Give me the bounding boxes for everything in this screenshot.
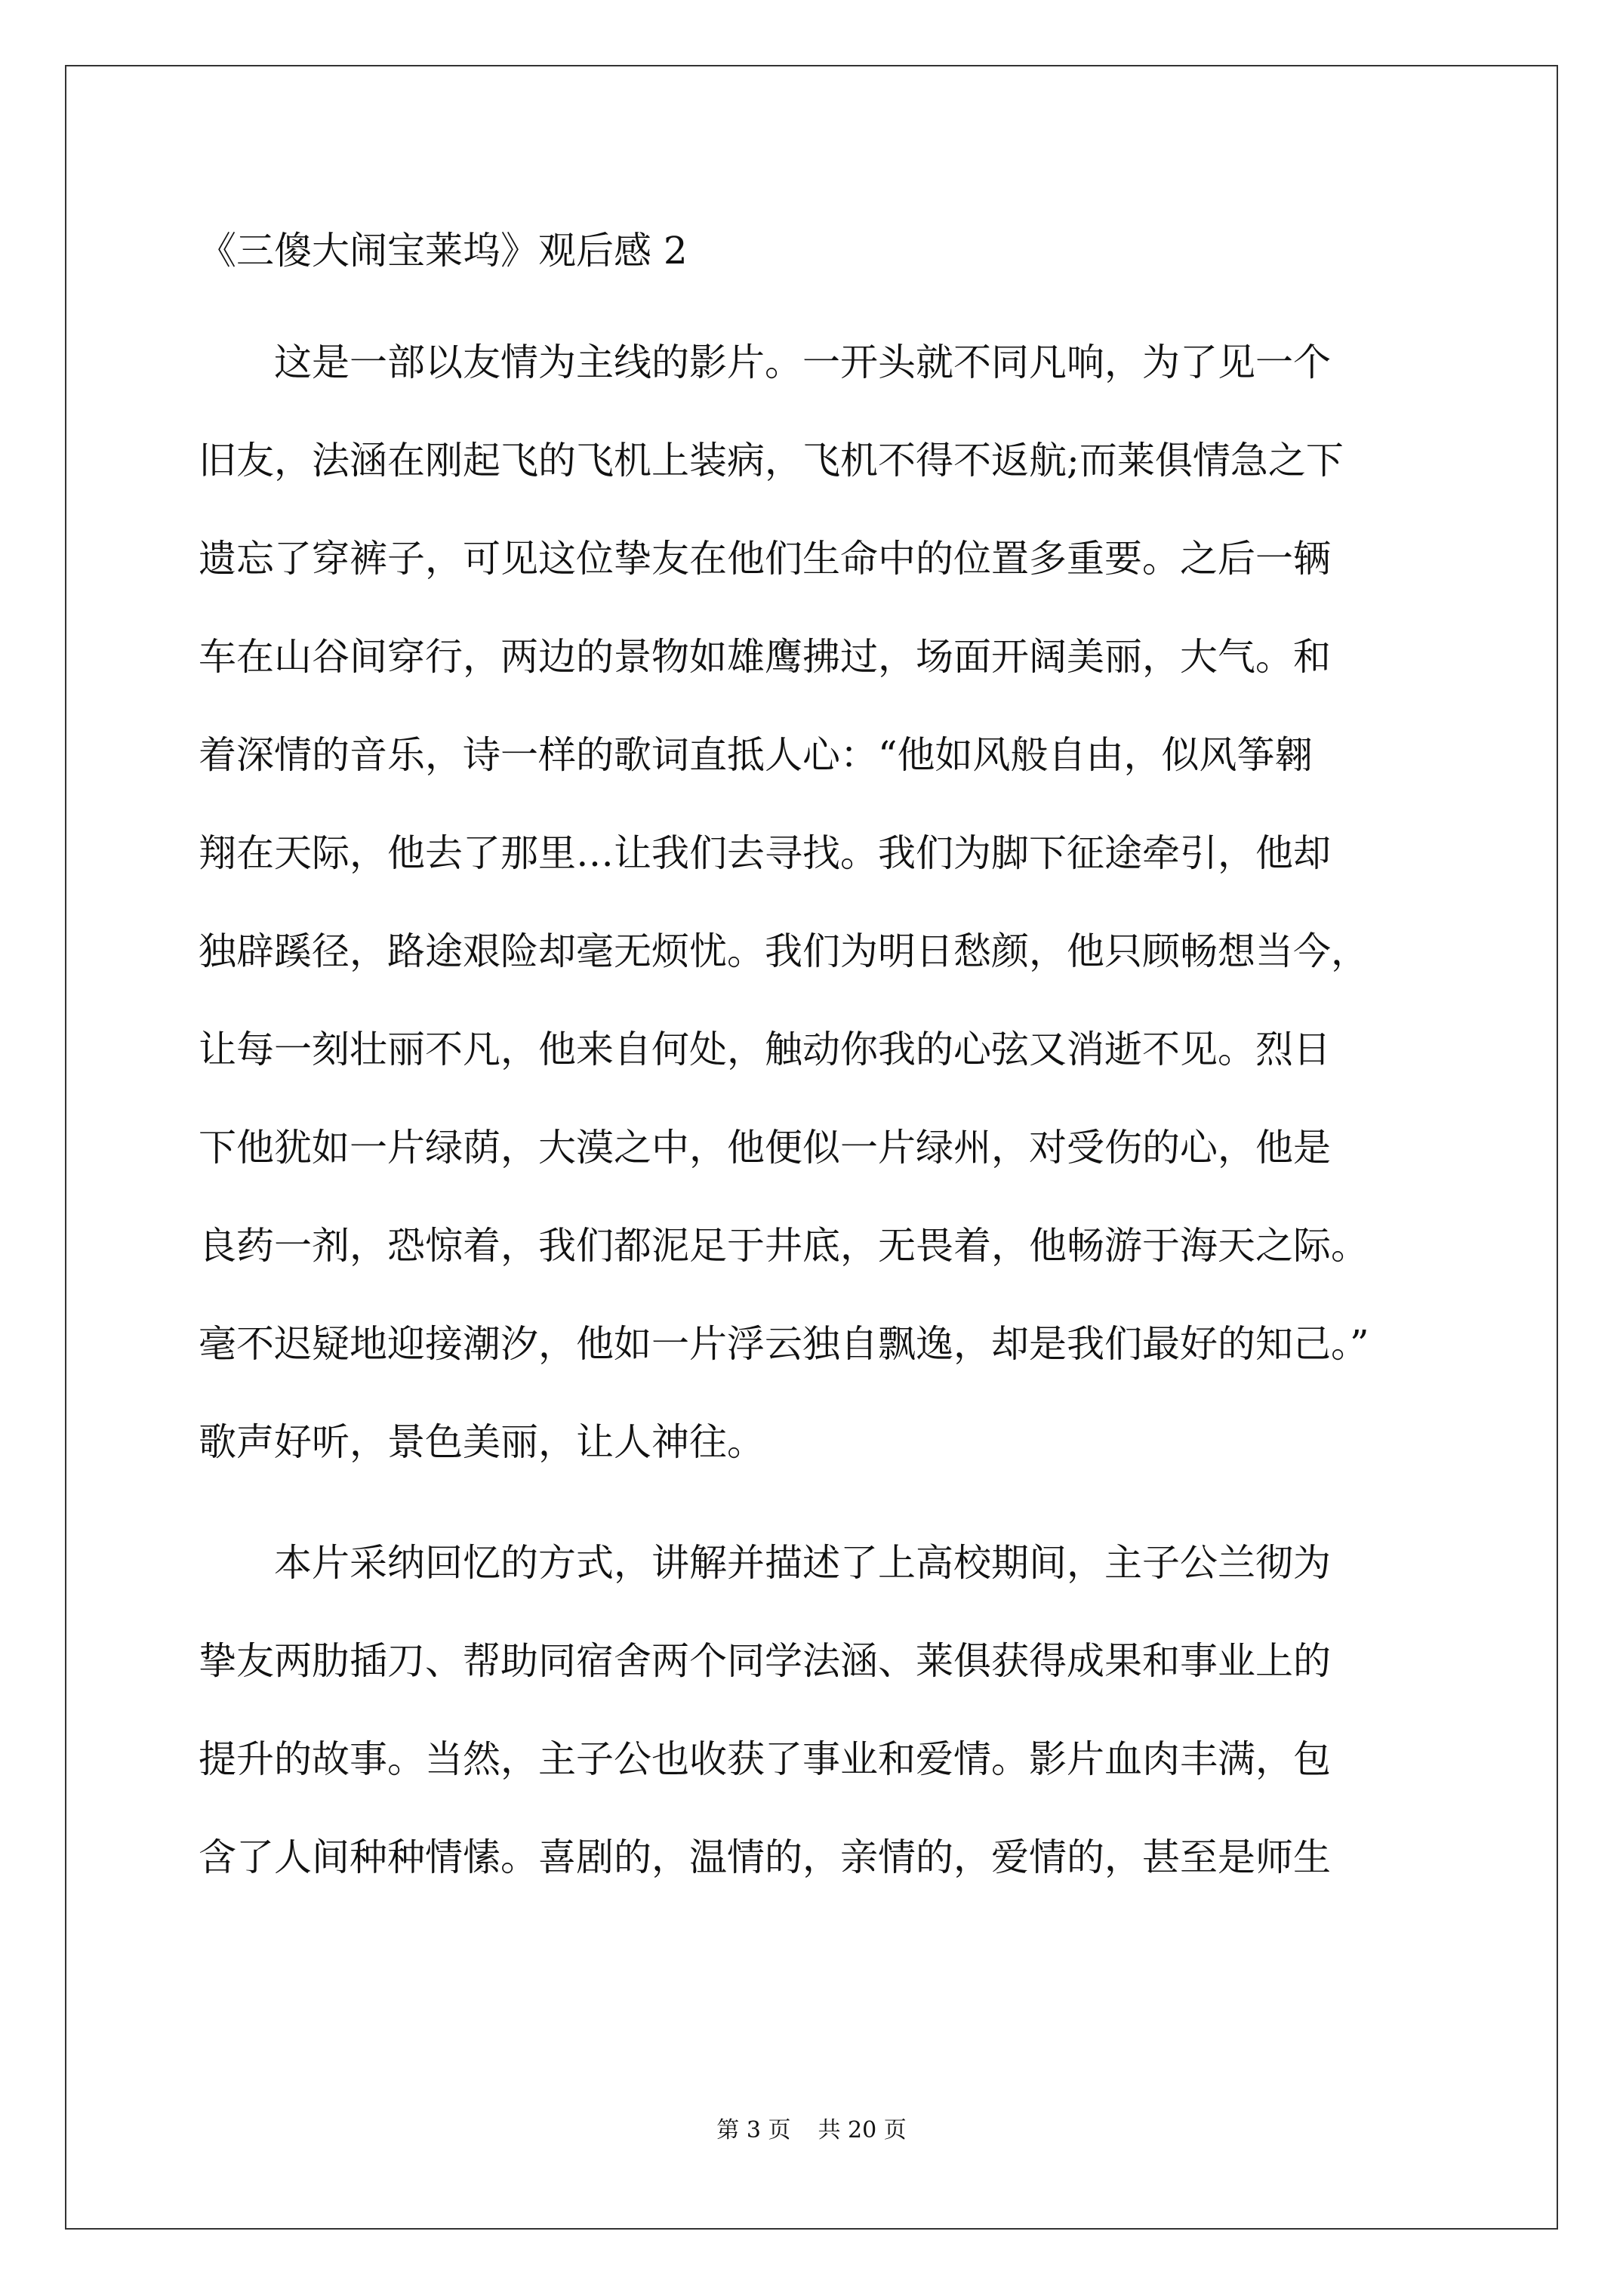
page-number: 第 3 页	[716, 2117, 791, 2143]
paragraph-2-line-4: 含了人间种种情愫。喜剧的，温情的，亲情的，爱情的，甚至是师生	[199, 1835, 1331, 1879]
paragraph-2-line-2: 挚友两肋插刀、帮助同宿舍两个同学法涵、莱俱获得成果和事业上的	[199, 1639, 1331, 1683]
paragraph-2-line-3: 提升的故事。当然，主子公也收获了事业和爱情。影片血肉丰满，包	[199, 1737, 1331, 1781]
paragraph-1-line-11: 毫不迟疑地迎接潮汐，他如一片浮云独自飘逸，却是我们最好的知己。”	[199, 1322, 1369, 1366]
paragraph-2-line-1: 本片采纳回忆的方式，讲解并描述了上高校期间，主子公兰彻为	[274, 1541, 1331, 1585]
paragraph-1-line-9: 下他犹如一片绿荫，大漠之中，他便似一片绿州，对受伤的心，他是	[199, 1126, 1331, 1170]
paragraph-1-line-12: 歌声好听，景色美丽，让人神往。	[199, 1420, 765, 1464]
paragraph-1-line-6: 翔在天际，他去了那里…让我们去寻找。我们为脚下征途牵引，他却	[199, 831, 1331, 875]
paragraph-1-line-4: 车在山谷间穿行，两边的景物如雄鹰拂过，场面开阔美丽，大气。和	[199, 635, 1331, 679]
paragraph-1-line-1: 这是一部以友情为主线的影片。一开头就不同凡响，为了见一个	[274, 341, 1331, 384]
paragraph-1-line-2: 旧友，法涵在刚起飞的飞机上装病，飞机不得不返航;而莱俱情急之下	[199, 439, 1344, 482]
page-total: 共 20 页	[818, 2117, 907, 2143]
paragraph-1-line-7: 独辟蹊径，路途艰险却毫无烦忧。我们为明日愁颜，他只顾畅想当今，	[199, 929, 1369, 973]
paragraph-1-line-8: 让每一刻壮丽不凡，他来自何处，触动你我的心弦又消逝不见。烈日	[199, 1028, 1331, 1071]
paragraph-1-line-5: 着深情的音乐，诗一样的歌词直抵人心：“他如风般自由，似风筝翱	[199, 733, 1313, 777]
paragraph-1-line-3: 遗忘了穿裤子，可见这位挚友在他们生命中的位置多重要。之后一辆	[199, 537, 1331, 581]
document-title: 《三傻大闹宝莱坞》观后感 2	[199, 229, 688, 273]
page-footer	[0, 2116, 1623, 2146]
paragraph-1-line-10: 良药一剂，恐惊着，我们都泥足于井底，无畏着，他畅游于海天之际。	[199, 1224, 1369, 1268]
